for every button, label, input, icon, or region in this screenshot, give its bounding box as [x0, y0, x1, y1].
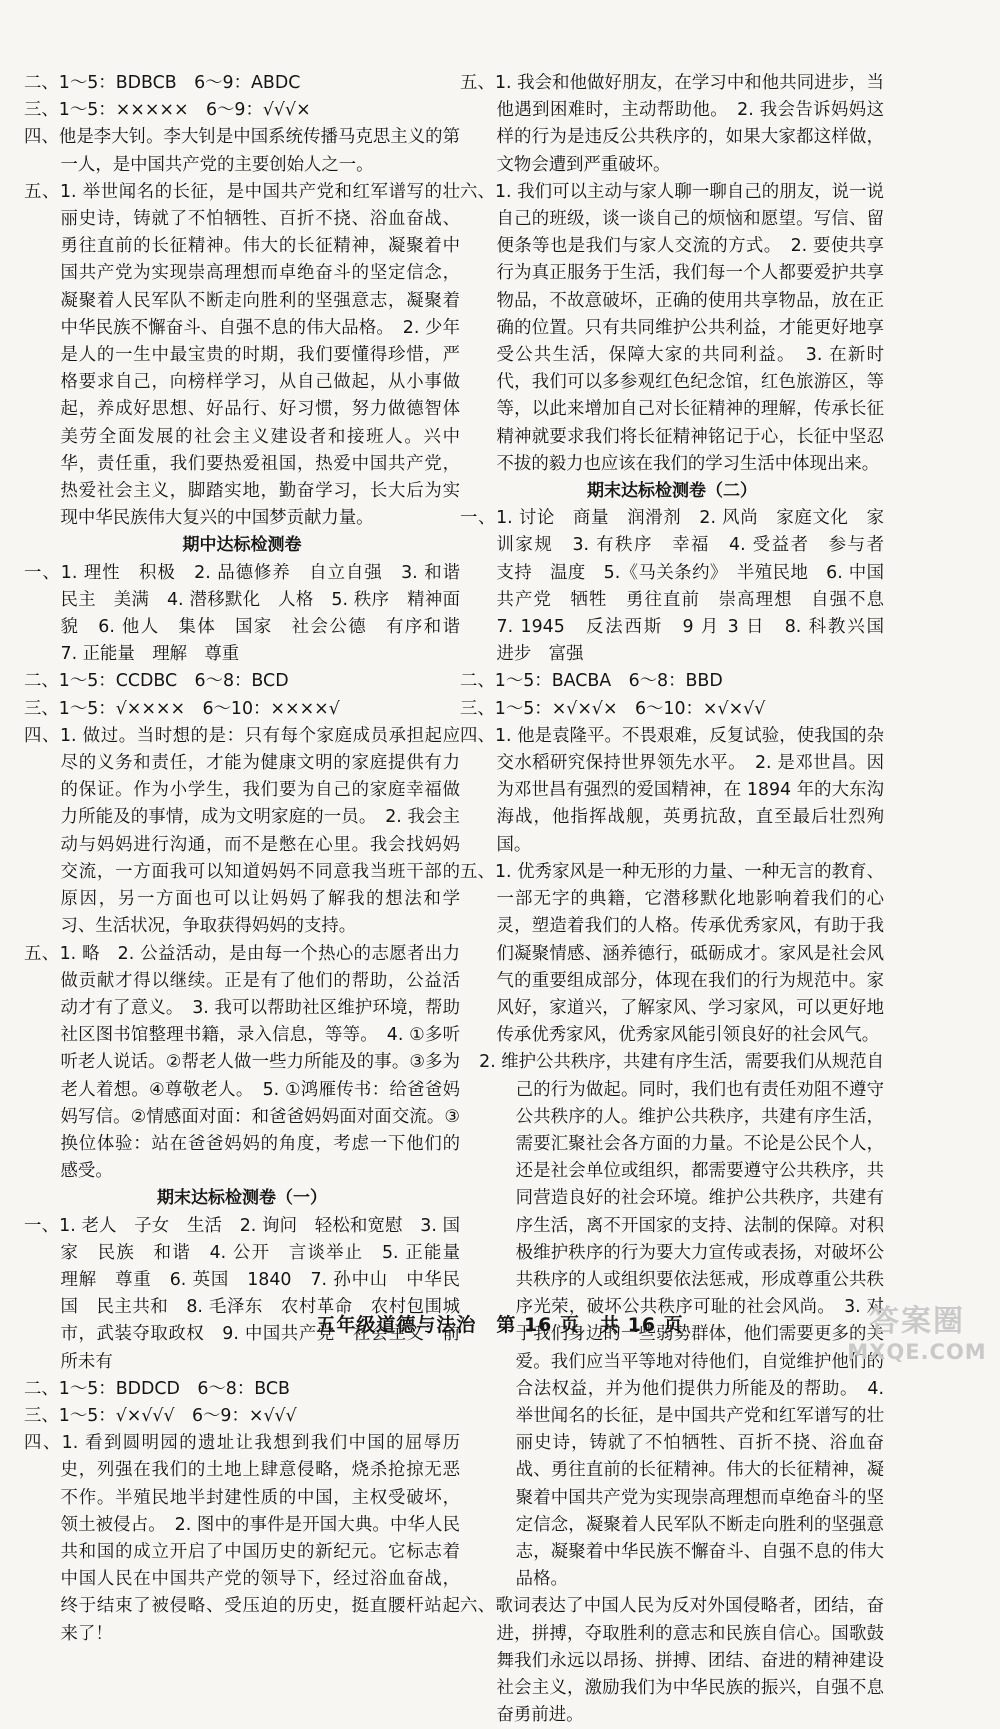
watermark: [842, 1304, 992, 1366]
answer-paragraph: 三、1～5：√×√√√ 6～9：×√√√: [24, 1405, 297, 1426]
answer-paragraph: 二、1～5：CCDBC 6～8：BCD: [24, 671, 289, 692]
answer-paragraph: 二、1～5：BDDCD 6～8：BCB: [24, 1378, 290, 1399]
answer-paragraph: 五、1. 优秀家风是一种无形的力量、一种无言的教育、一部无字的典籍，它潜移默化地影响着我们的心灵，塑造着我们的人格。传承优秀家风，有助于我们凝聚情感、涵养德行，砥砺成才。家风是社会风气的重要组成部分，体现在我们的行为规范中。家风好，家道兴，了解家风、学习家风，可以更好地传承优秀家风，优秀家风能引领良好的社会风气。: [460, 861, 884, 1046]
left-column: [24, 70, 478, 1648]
section-title: 期中达标检测卷: [182, 535, 302, 556]
section-title: 期末达标检测卷（二）: [587, 481, 757, 502]
answer-paragraph: 四、他是李大钊。李大钊是中国系统传播马克思主义的第一人，是中国共产党的主要创始人之一。: [24, 127, 460, 175]
answer-paragraph: 四、1. 看到圆明园的遗址让我想到我们中国的屈辱历史，列强在我们的土地上肆意侵略，烧杀抢掠无恶不作。半殖民地半封建性质的中国，主权受破坏，领土被侵占。 2. 图中的事件是开国大典。中华人民共和国的成立开启了中国历史的新纪元。它标志着中国人民在中国共产党的领导下，经过浴血奋战，终于结束了被侵略、受压迫的历史，挺直腰杆站起来了！: [24, 1433, 460, 1644]
answer-paragraph: 五、1. 我会和他做好朋友，在学习中和他共同进步，当他遇到困难时，主动帮助他。 2. 我会告诉妈妈这样的行为是违反公共秩序的，如果大家都这样做，文物会遭到严重破坏。: [460, 73, 884, 175]
answer-paragraph: 一、1. 老人 子女 生活 2. 询问 轻松和宽慰 3. 国家 民族 和谐 4. 公开 言谈举止 5. 正能量 理解 尊重 6. 英国 1840 7. 孙中山 中华民国 民主共和 8. 毛泽东 农村革命 农村包围城市，武装夺取政权 9. 中国共产党 社会主义 前所未有: [24, 1215, 478, 1372]
watermark-url: MXQE.COM: [847, 1340, 987, 1364]
answer-paragraph: 三、1～5：××××× 6～9：√√√×: [24, 100, 311, 121]
page-footer: 五年级道德与法治 第 16 页 共 16 页: [316, 1314, 684, 1336]
answer-paragraph: 2. 维护公共秩序，共建有序生活，需要我们从规范自己的行为做起。同时，我们也有责任劝阻不遵守公共秩序的人。维护公共秩序，共建有序生活，需要汇聚社会各方面的力量。不论是公民个人，还是社会单位或组织，都需要遵守公共秩序，共同营造良好的社会环境。维护公共秩序，共建有序生活，离不开国家的支持、法制的保障。对积极维护秩序的行为要大力宣传或表扬，对破坏公共秩序的人或组织要依法惩戒，形成尊重公共秩序光荣，破坏公共秩序可耻的社会风尚。 3. 对于我们身边的一些弱势群体，他们需要更多的关爱。我们应当平等地对待他们，自觉维护他们的合法权益，并为他们提供力所能及的帮助。 4. 举世闻名的长征，是中国共产党和红军谱写的壮丽史诗，铸就了不怕牺牲、百折不挠、浴血奋战、勇往直前的长征精神。伟大的长征精神，凝聚着中国共产党为实现崇高理想而卓绝奋斗的坚定信念，凝聚着人民军队不断走向胜利的坚强意志，凝聚着中华民族不懈奋斗、自强不息的伟大品格。: [479, 1052, 884, 1590]
section-title: 期末达标检测卷（一）: [157, 1188, 327, 1209]
answer-paragraph: 五、1. 略 2. 公益活动，是由每一个热心的志愿者出力做贡献才得以继续。正是有了他们的帮助，公益活动才有了意义。 3. 我可以帮助社区维护环境，帮助社区图书馆整理书籍，录入信息，等等。 4. ①多听听老人说话。②帮老人做一些力所能及的事。③多为老人着想。④尊敬老人。 5. ①鸿雁传书：给爸爸妈妈写信。②情感面对面：和爸爸妈妈面对面交流。③换位体验：站在爸爸妈妈的角度，考虑一下他们的感受。: [24, 943, 460, 1182]
answer-paragraph: 四、1. 他是袁隆平。不畏艰难，反复试验，使我国的杂交水稻研究保持世界领先水平。 2. 是邓世昌。因为邓世昌有强烈的爱国精神，在 1894 年的大东沟海战，他指挥战舰，英勇抗敌，直至最后壮烈殉国。: [460, 725, 884, 855]
answer-paragraph: 二、1～5：BACBA 6～8：BBD: [460, 671, 723, 692]
answer-paragraph: 六、1. 我们可以主动与家人聊一聊自己的朋友，说一说自己的班级，谈一谈自己的烦恼和愿望。写信、留便条等也是我们与家人交流的方式。 2. 要使共享行为真正服务于生活，我们每一个人都要爱护共享物品，不故意破坏，正确的使用共享物品，放在正确的位置。只有共同维护公共利益，才能更好地享受公共生活，保障大家的共同利益。 3. 在新时代，我们可以多参观红色纪念馆，红色旅游区，等等，以此来增加自己对长征精神的理解，传承长征精神就要求我们将长征精神铭记于心，长征中坚忍不拔的毅力也应该在我们的学习生活中体现出来。: [460, 181, 884, 474]
right-column: [460, 70, 902, 1729]
answer-paragraph: 六、歌词表达了中国人民为反对外国侵略者，团结，奋进，拼搏，夺取胜利的意志和民族自信心。国歌鼓舞我们永远以昂扬、拼搏、团结、奋进的精神建设社会主义，激励我们为中华民族的振兴，自强不息奋勇前进。: [460, 1596, 884, 1726]
answer-paragraph: 二、1～5：BDBCB 6～9：ABDC: [24, 73, 301, 93]
watermark-logo-text: 答案圈: [869, 1304, 965, 1339]
answer-paragraph: 一、1. 理性 积极 2. 品德修养 自立自强 3. 和谐 民主 美满 4. 潜移默化 人格 5. 秩序 精神面貌 6. 他人 集体 国家 社会公德 有序和谐 7. 正能量 理解 尊重: [24, 562, 478, 665]
answer-paragraph: 三、1～5：√×××× 6～10：××××√: [24, 698, 340, 719]
answer-paragraph: 三、1～5：×√×√× 6～10：×√×√√: [460, 698, 766, 719]
answer-paragraph: 五、1. 举世闻名的长征，是中国共产党和红军谱写的壮丽史诗，铸就了不怕牺牲、百折不挠、浴血奋战、勇往直前的长征精神。伟大的长征精神，凝聚着中国共产党为实现崇高理想而卓绝奋斗的坚定信念，凝聚着人民军队不断走向胜利的坚强意志，凝聚着中华民族不懈奋斗、自强不息的伟大品格。 2. 少年是人的一生中最宝贵的时期，我们要懂得珍惜，严格要求自己，向榜样学习，从自己做起，从小事做起，养成好思想、好品行、好习惯，努力做德智体美劳全面发展的社会主义建设者和接班人。兴中华，责任重，我们要热爱祖国，热爱中国共产党，热爱社会主义，脚踏实地，勤奋学习，长大后为实现中华民族伟大复兴的中国梦贡献力量。: [24, 181, 460, 529]
answer-paragraph: 四、1. 做过。当时想的是：只有每个家庭成员承担起应尽的义务和责任，才能为健康文明的家庭提供有力的保证。作为小学生，我们要为自己的家庭幸福做力所能及的事情，成为文明家庭的一员。 2. 我会主动与妈妈进行沟通，而不是憋在心里。我会找妈妈交流，一方面我可以知道妈妈不同意我当班干部的原因，另一方面也可以让妈妈了解我的想法和学习、生活状况，争取获得妈妈的支持。: [24, 725, 460, 937]
answer-paragraph: 一、1. 讨论 商量 润滑剂 2. 风尚 家庭文化 家训家规 3. 有秩序 幸福 4. 受益者 参与者 支持 温度 5.《马关条约》 半殖民地 6. 中国共产党 牺牲 勇往直前 崇高理想 自强不息 7. 1945 反法西斯 9 月 3 日 8. 科教兴国 进步 富强: [460, 508, 902, 665]
